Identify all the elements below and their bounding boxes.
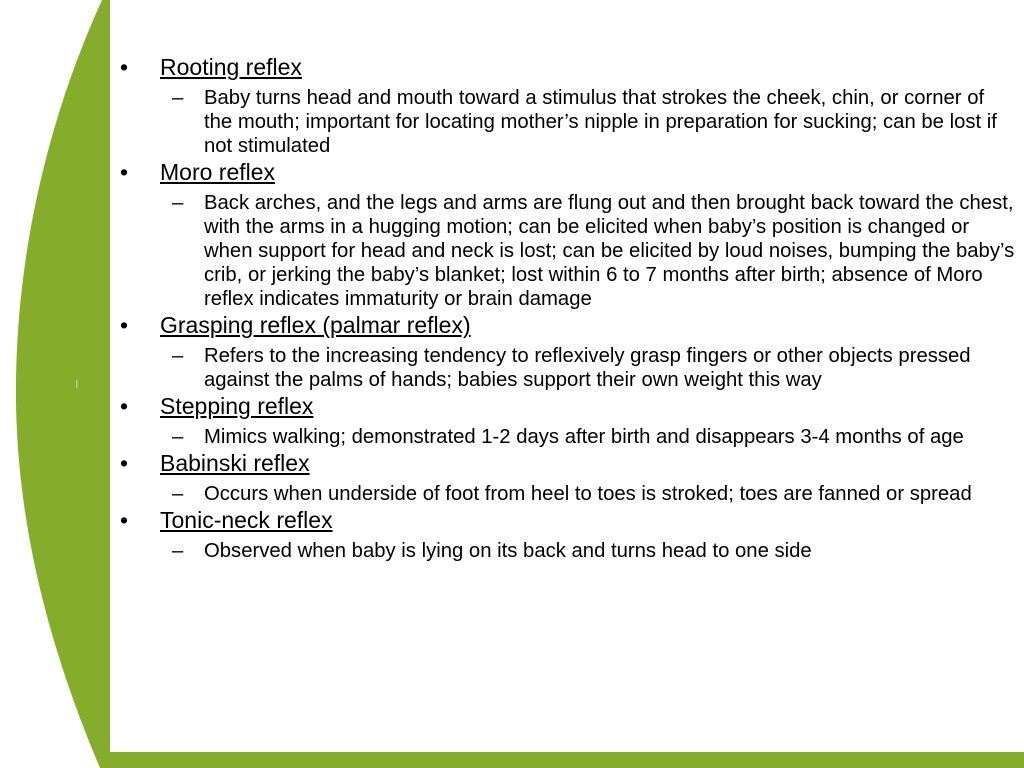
list-item: [118, 158, 1018, 311]
slide-content: [118, 53, 1018, 563]
bullet-dot: •: [120, 159, 129, 185]
sub-bullet-dash: –: [172, 540, 184, 562]
sub-bullet-dash: –: [172, 426, 184, 448]
reflex-heading: Grasping reflex (palmar reflex): [160, 312, 471, 338]
bullet-dot: •: [120, 54, 129, 80]
reflex-description: Back arches, and the legs and arms are flung out and then brought back toward the chest, with the arms in a hugging motion; can be elicited when baby’s position is changed or when support for head and neck is lost; can be elicited by loud noises, bumping the baby’s crib, or jerking the baby’s blanket; lost within 6 to 7 months after birth; absence of Moro reflex indicates immaturity or brain damage: [204, 192, 1015, 310]
reflex-heading: Moro reflex: [160, 159, 276, 185]
reflex-description: Refers to the increasing tendency to reflexively grasp fingers or other objects pressed against the palms of hands; babies support their own weight this way: [204, 345, 971, 391]
reflex-description: Mimics walking; demonstrated 1-2 days after birth and disappears 3-4 months of age: [204, 426, 964, 448]
list-item: [118, 449, 1018, 506]
sub-bullet-dash: –: [172, 192, 184, 214]
reflex-heading: Rooting reflex: [160, 54, 302, 80]
sub-bullet-dash: –: [172, 87, 184, 109]
sub-bullet-dash: –: [172, 345, 184, 367]
reflex-heading: Tonic-neck reflex: [160, 507, 333, 533]
bullet-dot: •: [120, 450, 129, 476]
bullet-dot: •: [120, 507, 129, 533]
reflex-heading: Babinski reflex: [160, 450, 310, 476]
bullet-dot: •: [120, 393, 129, 419]
bullet-dot: •: [120, 312, 129, 338]
list-item: [118, 392, 1018, 449]
sub-bullet-dash: –: [172, 483, 184, 505]
reflex-heading: Stepping reflex: [160, 393, 314, 419]
list-item: [118, 311, 1018, 392]
list-item: [118, 53, 1018, 158]
reflex-description: Observed when baby is lying on its back and turns head to one side: [204, 540, 812, 562]
reflex-description: Occurs when underside of foot from heel to toes is stroked; toes are fanned or spread: [204, 483, 972, 505]
reflex-description: Baby turns head and mouth toward a stimulus that strokes the cheek, chin, or corner of the mouth; important for locating mother’s nipple in preparation for sucking; can be lost if not stimulated: [204, 87, 997, 157]
list-item: [118, 506, 1018, 563]
